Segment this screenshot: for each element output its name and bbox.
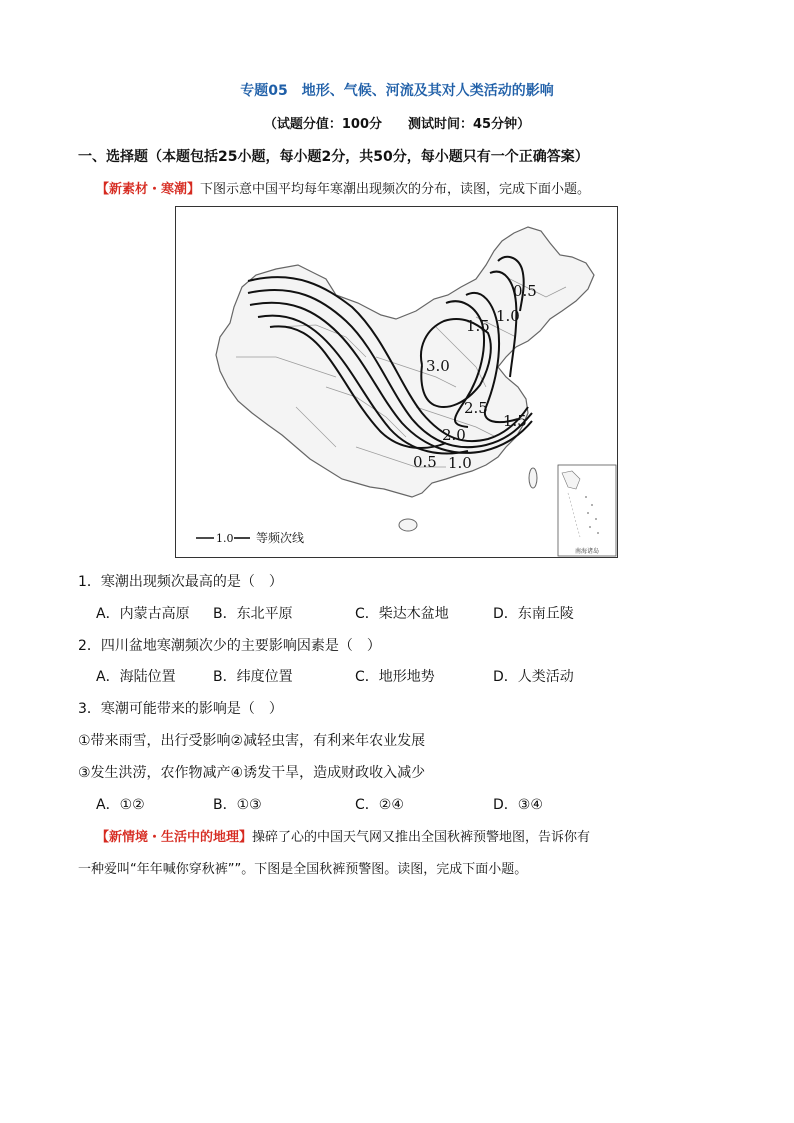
question-3-option-c[interactable]: C．②④ <box>355 797 404 813</box>
intro-text: 下图示意中国平均每年寒潮出现频次的分布，读图，完成下面小题。 <box>200 182 591 197</box>
question-1-stem: 1．寒潮出现频次最高的是（ ） <box>78 574 283 590</box>
question-1-option-c[interactable]: C．柴达木盆地 <box>355 606 449 622</box>
isoline-label: 1.5 <box>466 317 490 335</box>
isoline-label: 1.0 <box>448 454 472 472</box>
isoline-label: 2.0 <box>442 426 466 444</box>
question-3-statements-line-2: ③发生洪涝，农作物减产④诱发干旱，造成财政收入减少 <box>78 765 426 781</box>
china-outline <box>216 227 594 497</box>
inset-label: 南海诸岛 <box>574 548 600 555</box>
south-china-sea-inset <box>558 465 616 556</box>
question-3-stem: 3．寒潮可能带来的影响是（ ） <box>78 701 283 717</box>
question-1-option-d[interactable]: D．东南丘陵 <box>493 606 574 622</box>
page-title <box>0 80 794 100</box>
question-1-option-b[interactable]: B．东北平原 <box>213 606 293 622</box>
question-3-option-d[interactable]: D．③④ <box>493 797 543 813</box>
question-2-option-d[interactable]: D．人类活动 <box>493 669 574 685</box>
isoline-label: 2.5 <box>464 399 488 417</box>
exam-info: （试题分值：100分 测试时间：45分钟） <box>263 117 531 132</box>
question-2-option-a[interactable]: A．海陆位置 <box>96 669 176 685</box>
isoline-label: 3.0 <box>426 357 450 375</box>
question-2-option-c[interactable]: C．地形地势 <box>355 669 435 685</box>
isoline-label: 1.0 <box>496 307 520 325</box>
china-map-svg <box>176 207 617 557</box>
intro-cold-wave <box>96 178 590 197</box>
section-heading: 一、选择题（本题包括25小题，每小题2分，共50分，每小题只有一个正确答案） <box>78 149 589 165</box>
taiwan-island <box>529 468 537 488</box>
question-3-option-a[interactable]: A．①② <box>96 797 145 813</box>
question-3-option-b[interactable]: B．①③ <box>213 797 262 813</box>
material-tag: 【新素材・寒潮】 <box>96 182 201 197</box>
cold-wave-map <box>175 206 618 558</box>
isoline-label: 0.5 <box>513 282 537 300</box>
scenario-tag: 【新情境・生活中的地理】 <box>96 830 253 845</box>
question-3-statements-line-1: ①带来雨雪，出行受影响②减轻虫害，有利来年农业发展 <box>78 733 426 749</box>
map-legend <box>196 530 304 545</box>
intro-2-line-1: 操碎了心的中国天气网又推出全国秋裤预警地图，告诉你有 <box>252 830 591 845</box>
isoline-label: 1.5 <box>503 412 527 430</box>
title-text: 地形、气候、河流及其对人类活动的影响 <box>301 83 554 99</box>
intro-2-line-2: 一种爱叫“年年喊你穿秋裤””。下图是全国秋裤预警图。读图，完成下面小题。 <box>78 862 528 877</box>
question-1-option-a[interactable]: A．内蒙古高原 <box>96 606 190 622</box>
isoline-label: 0.5 <box>413 453 437 471</box>
intro-autumn-pants <box>96 826 590 845</box>
question-2-option-b[interactable]: B．纬度位置 <box>213 669 293 685</box>
question-2-stem: 2．四川盆地寒潮频次少的主要影响因素是（ ） <box>78 638 381 654</box>
legend-label: 等频次线 <box>256 531 305 545</box>
title-number: 专题05 <box>240 83 288 99</box>
legend-value: 1.0 <box>216 532 234 545</box>
hainan-island <box>399 519 417 531</box>
